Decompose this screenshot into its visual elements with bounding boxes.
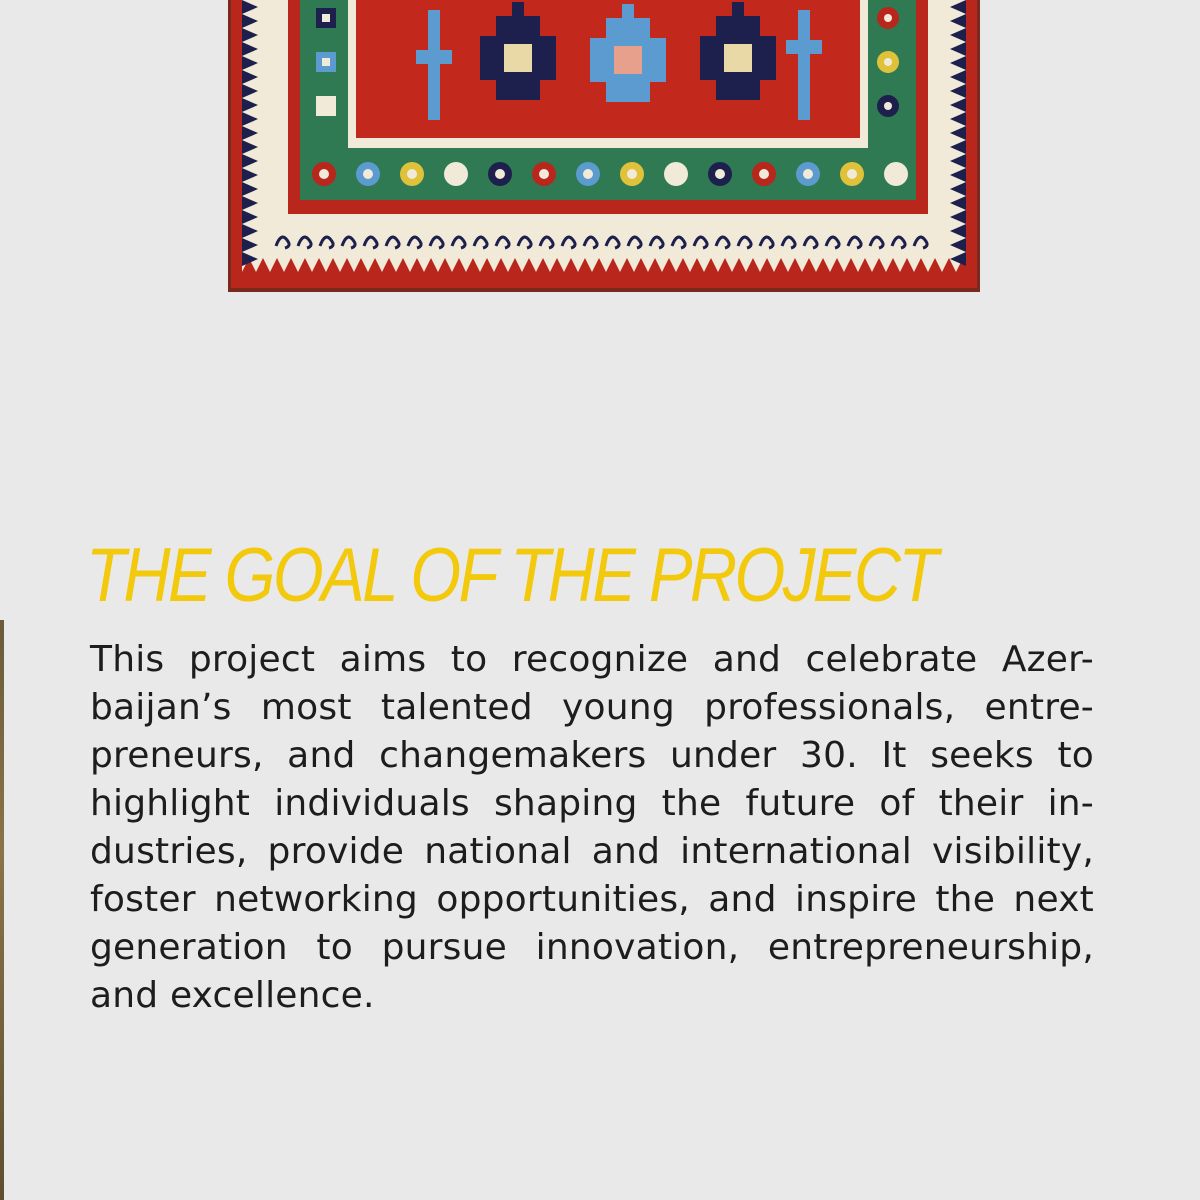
section-heading: THE GOAL OF THE PROJECT: [86, 533, 936, 618]
project-description: This project aims to recognize and celebrate Azer-baijan’s most talented young professionals, entre-preneurs, and changemakers under 30. It seeks to highlight individuals shaping the future of their in-dustries, provide national and international visibility, foster networking opportunities, and inspire the next generation to pursue innovation, entrepreneurship, and excellence.: [90, 639, 1094, 1016]
left-edge-strip: [0, 620, 4, 1200]
carpet-image: [228, 0, 980, 292]
